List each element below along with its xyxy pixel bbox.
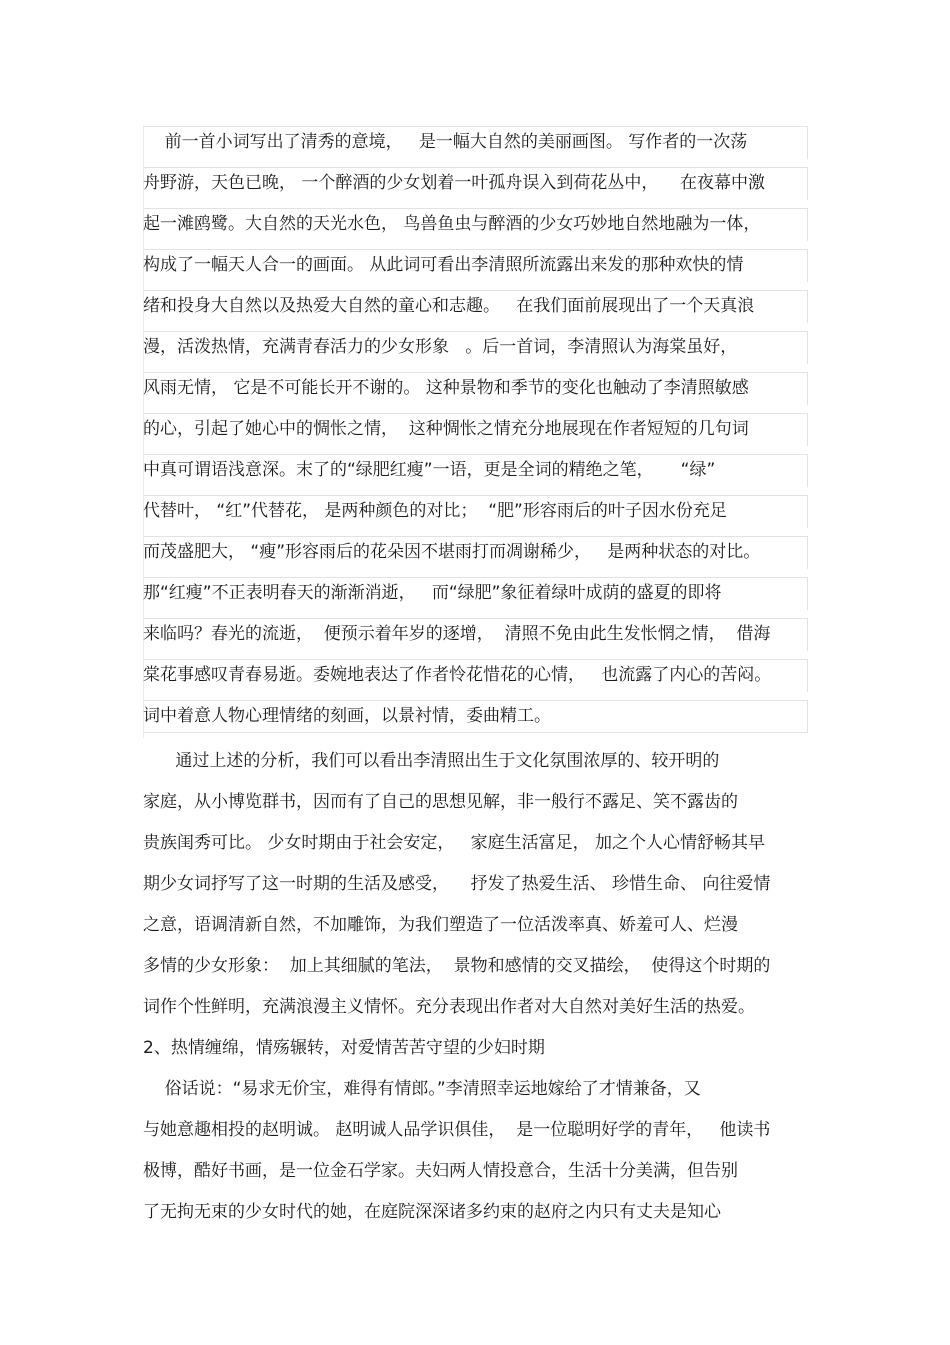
passage2-line: 多情的少女形象： 加上其细腻的笔法， 景物和感情的交叉描绘， 使得这个时期的 xyxy=(143,956,771,976)
passage3-line: 俗话说：“易求无价宝，难得有情郎。”李清照幸运地嫁给了才情兼备，又 xyxy=(143,1079,701,1099)
passage1-line: 舟野游，天色已晚， 一个醉酒的少女划着一叶孤舟误入到荷花丛中， 在夜幕中激 xyxy=(143,167,808,200)
passage2-line: 贵族闺秀可比。 少女时期由于社会安定， 家庭生活富足， 加之个人心情舒畅其早 xyxy=(143,833,766,853)
passage2-line: 通过上述的分析，我们可以看出李清照出生于文化氛围浓厚的、较开明的 xyxy=(143,751,720,771)
passage1-line: 棠花事感叹青春易逝。委婉地表达了作者怜花惜花的心情， 也流露了内心的苦闷。 xyxy=(143,659,808,692)
passage1-line: 中真可谓语浅意深。末了的“绿肥红瘦”一语，更是全词的精绝之笔， “绿” xyxy=(143,454,808,487)
passage2-line: 之意，语调清新自然，不加雕饰，为我们塑造了一位活泼率真、娇羞可人、烂漫 xyxy=(143,915,738,935)
passage3-line: 极博，酷好书画，是一位金石学家。夫妇两人情投意合，生活十分美满，但告别 xyxy=(143,1161,738,1181)
passage1-line: 前一首小词写出了清秀的意境， 是一幅大自然的美丽画图。 写作者的一次荡 xyxy=(143,126,808,159)
section-heading: 2、热情缠绵，情殇辗转，对爱情苦苦守望的少妇时期 xyxy=(143,1038,545,1058)
passage1-line: 风雨无情， 它是不可能长开不谢的。 这种景物和季节的变化也触动了李清照敏感 xyxy=(143,372,808,405)
passage2-line: 词作个性鲜明，充满浪漫主义情怀。充分表现出作者对大自然对美好生活的热爱。 xyxy=(143,997,755,1017)
passage2-line: 家庭，从小博览群书，因而有了自己的思想见解，非一般行不露足、笑不露齿的 xyxy=(143,792,738,812)
passage1-line: 构成了一幅天人合一的画面。 从此词可看出李清照所流露出来发的那种欢快的情 xyxy=(143,249,808,282)
passage1-line: 那“红瘦”不正表明春天的渐渐消逝， 而“绿肥”象征着绿叶成荫的盛夏的即将 xyxy=(143,577,808,610)
passage1-line: 绪和投身大自然以及热爱大自然的童心和志趣。 在我们面前展现出了一个天真浪 xyxy=(143,290,808,323)
passage1-line: 而茂盛肥大， “瘦”形容雨后的花朵因不堪雨打而凋谢稀少， 是两种状态的对比。 xyxy=(143,536,808,569)
passage3-line: 了无拘无束的少女时代的她，在庭院深深诸多约束的赵府之内只有丈夫是知心 xyxy=(143,1202,721,1222)
passage1-line: 起一滩鸥鹭。大自然的天光水色， 鸟兽鱼虫与醉酒的少女巧妙地自然地融为一体， xyxy=(143,208,808,241)
passage1-line: 词中着意人物心理情绪的刻画，以景衬情，委曲精工。 xyxy=(143,700,808,733)
passage1-line: 代替叶， “红”代替花， 是两种颜色的对比； “肥”形容雨后的叶子因水份充足 xyxy=(143,495,808,528)
passage1-line: 来临吗？春光的流逝， 便预示着年岁的逐增， 清照不免由此生发怅惘之情， 借海 xyxy=(143,618,808,651)
passage3-line: 与她意趣相投的赵明诚。 赵明诚人品学识俱佳， 是一位聪明好学的青年， 他读书 xyxy=(143,1120,771,1140)
passage1-line: 的心，引起了她心中的惆怅之情， 这种惆怅之情充分地展现在作者短短的几句词 xyxy=(143,413,808,446)
passage1-line: 漫，活泼热情，充满青春活力的少女形象 。后一首词，李清照认为海棠虽好， xyxy=(143,331,808,364)
passage2-line: 期少女词抒写了这一时期的生活及感受， 抒发了热爱生活、 珍惜生命、 向往爱情 xyxy=(143,874,771,894)
